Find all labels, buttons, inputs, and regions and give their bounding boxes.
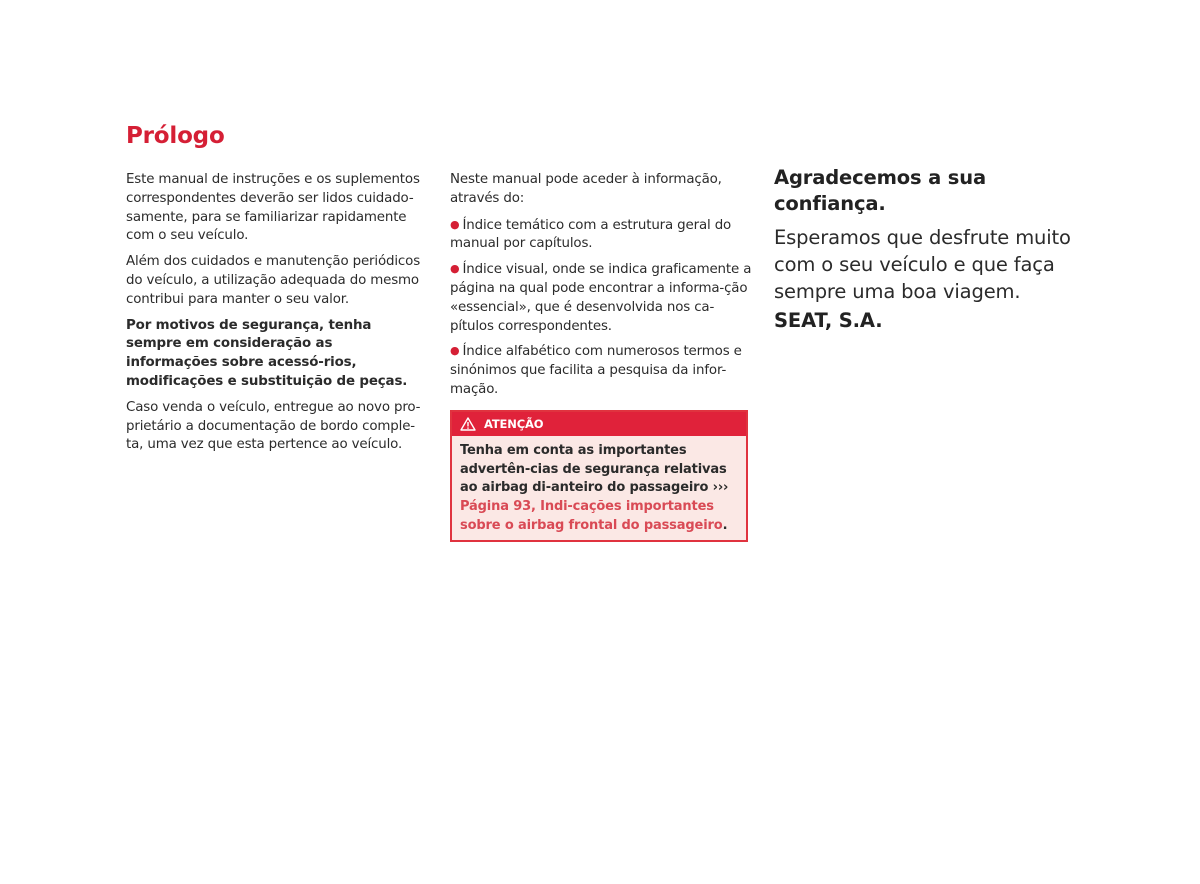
page-reference-link[interactable]: Página 93, Indi-cações importantes sobre o airbag frontal do passageiro xyxy=(460,499,723,533)
warning-label: ATENÇÃO xyxy=(484,416,544,431)
warning-box xyxy=(450,410,748,542)
maintenance-paragraph: Além dos cuidados e manutenção periódicos do veículo, a utilização adequada do mesmo contribui para manter o seu valor. xyxy=(126,254,421,307)
middle-column xyxy=(450,171,752,542)
bullet-dot-icon: ● xyxy=(450,344,460,358)
list-item: ● Índice alfabético com numerosos termos e sinónimos que facilita a pesquisa da infor-mação. xyxy=(450,344,742,397)
bullet-dot-icon: ● xyxy=(450,262,460,276)
wish-text: Esperamos que desfrute muito com o seu veículo e que faça sempre uma boa viagem. xyxy=(774,226,1071,303)
warning-text: Tenha em conta as importantes advertên-cias de segurança relativas ao airbag di-anteiro do passageiro ››› Página 93, Indi-cações importantes sobre o airbag frontal do passageiro. xyxy=(460,442,729,533)
sale-paragraph: Caso venda o veículo, entregue ao novo pro-prietário a documentação de bordo comple-ta, uma vez que esta pertence ao veículo. xyxy=(126,399,421,453)
signature: SEAT, S.A. xyxy=(774,309,883,332)
left-column xyxy=(126,171,426,462)
warning-header xyxy=(452,412,746,436)
intro-paragraph: Este manual de instruções e os suplementos correspondentes deverão ser lidos cuidado-samente, para se familiarizar rapidamente com o seu veículo. xyxy=(126,172,420,244)
safety-paragraph: Por motivos de segurança, tenha sempre em consideração as informações sobre acessó-rios, modificações e substituição de peças. xyxy=(126,317,408,389)
list-item: ● Índice temático com a estrutura geral do manual por capítulos. xyxy=(450,217,732,252)
page-title: Prólogo xyxy=(126,123,225,149)
bullet-dot-icon: ● xyxy=(450,217,460,231)
warning-triangle-icon xyxy=(460,417,476,431)
thanks-heading: Agradecemos a sua confiança. xyxy=(774,166,986,215)
right-column xyxy=(774,165,1094,338)
index-list xyxy=(450,216,752,400)
access-intro: Neste manual pode aceder à informação, através do: xyxy=(450,172,722,206)
list-item: ● Índice visual, onde se indica graficamente a página na qual pode encontrar a informa-ção «essencial», que é desenvolvida nos ca-pítulos correspondentes. xyxy=(450,262,752,334)
reference-arrow: ››› xyxy=(712,480,729,496)
